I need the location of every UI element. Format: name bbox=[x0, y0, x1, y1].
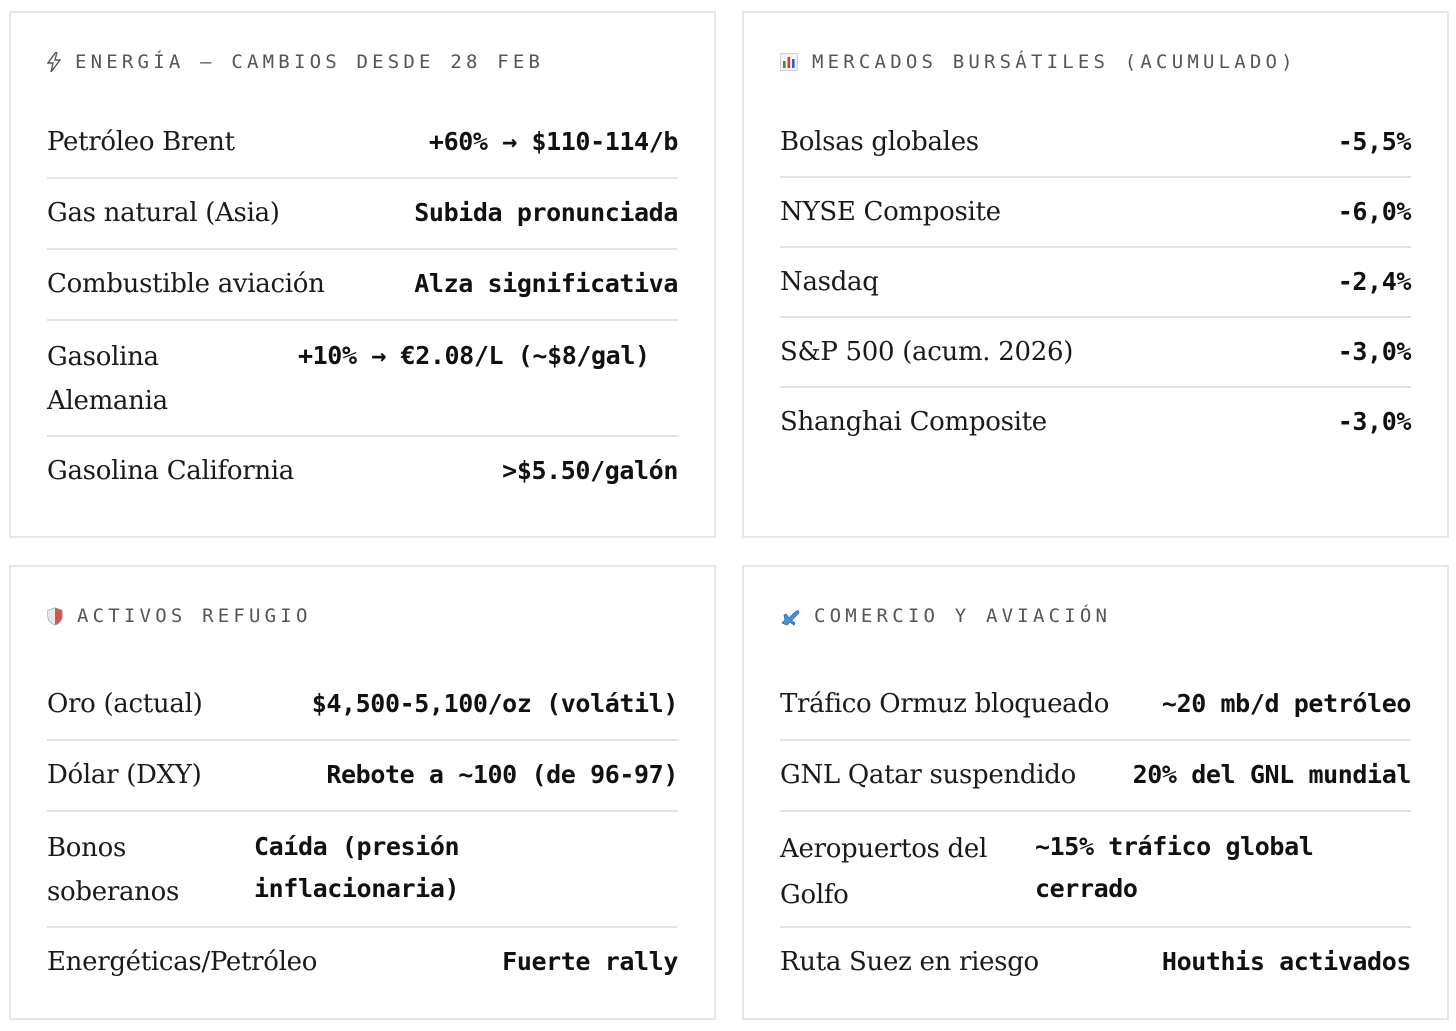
item-value: -2,4% bbox=[1337, 267, 1411, 296]
refuge-list bbox=[47, 670, 678, 999]
list-item bbox=[47, 670, 678, 741]
energy-list bbox=[47, 108, 678, 508]
list-item bbox=[780, 670, 1411, 741]
item-label: GNL Qatar suspendido bbox=[780, 760, 1076, 790]
trade-card-header bbox=[780, 605, 1111, 627]
item-value: +10% → €2.08/L (~$8/gal) bbox=[298, 341, 650, 370]
airplane-icon bbox=[780, 606, 800, 626]
item-label: Aeropuertos del Golfo bbox=[780, 834, 988, 910]
item-label: NYSE Composite bbox=[780, 197, 1001, 227]
markets-card-header bbox=[780, 51, 1297, 73]
list-item bbox=[780, 388, 1411, 458]
energy-card-header bbox=[47, 51, 544, 73]
item-label: Nasdaq bbox=[780, 267, 879, 297]
item-value: +60% → $110-114/b bbox=[428, 127, 678, 156]
markets-card bbox=[742, 11, 1449, 538]
item-value: Subida pronunciada bbox=[414, 198, 678, 227]
item-value: >$5.50/galón bbox=[502, 456, 678, 485]
item-label: Energéticas/Petróleo bbox=[47, 947, 318, 977]
markets-list bbox=[780, 108, 1411, 458]
trade-card-title: COMERCIO Y AVIACIÓN bbox=[814, 605, 1112, 627]
shield-icon bbox=[47, 607, 63, 626]
item-value: -6,0% bbox=[1337, 197, 1411, 226]
item-value: -5,5% bbox=[1337, 127, 1411, 156]
list-item bbox=[780, 178, 1411, 248]
list-item bbox=[47, 437, 678, 508]
item-value: Caída (presión inflacionaria) bbox=[254, 832, 460, 903]
item-value: -3,0% bbox=[1337, 337, 1411, 366]
energy-card-title: ENERGÍA — CAMBIOS DESDE 28 FEB bbox=[75, 51, 545, 73]
refuge-card-title: ACTIVOS REFUGIO bbox=[77, 605, 312, 627]
list-item bbox=[780, 108, 1411, 178]
list-item bbox=[47, 179, 678, 250]
list-item bbox=[780, 928, 1411, 999]
energy-card bbox=[9, 11, 716, 538]
list-item bbox=[780, 318, 1411, 388]
item-value: 20% del GNL mundial bbox=[1132, 760, 1411, 789]
list-item bbox=[47, 321, 678, 437]
item-value: $4,500-5,100/oz (volátil) bbox=[311, 689, 678, 718]
item-value: Rebote a ~100 (de 96-97) bbox=[326, 760, 678, 789]
list-item bbox=[47, 928, 678, 999]
item-value: Houthis activados bbox=[1161, 947, 1411, 976]
item-value: ~20 mb/d petróleo bbox=[1161, 689, 1411, 718]
item-value: Fuerte rally bbox=[502, 947, 678, 976]
list-item bbox=[780, 812, 1411, 928]
list-item bbox=[47, 812, 678, 928]
list-item bbox=[47, 741, 678, 812]
list-item bbox=[780, 248, 1411, 318]
refuge-card-header bbox=[47, 605, 312, 627]
item-label: Shanghai Composite bbox=[780, 407, 1047, 437]
item-label: Combustible aviación bbox=[47, 269, 325, 299]
trade-card bbox=[742, 565, 1449, 1020]
item-label: Bolsas globales bbox=[780, 127, 979, 157]
item-label: S&P 500 (acum. 2026) bbox=[780, 337, 1074, 367]
item-label: Tráfico Ormuz bloqueado bbox=[780, 689, 1110, 719]
list-item bbox=[780, 741, 1411, 812]
bar-chart-icon bbox=[780, 53, 798, 71]
item-value: -3,0% bbox=[1337, 407, 1411, 436]
item-label: Bonos soberanos bbox=[47, 833, 179, 907]
item-label: Petróleo Brent bbox=[47, 127, 235, 157]
list-item bbox=[47, 108, 678, 179]
list-item bbox=[47, 250, 678, 321]
item-label: Gas natural (Asia) bbox=[47, 198, 280, 228]
refuge-card bbox=[9, 565, 716, 1020]
item-label: Dólar (DXY) bbox=[47, 760, 202, 790]
item-label: Ruta Suez en riesgo bbox=[780, 947, 1039, 977]
item-label: Gasolina Alemania bbox=[47, 342, 168, 416]
lightning-icon bbox=[47, 52, 61, 72]
trade-list bbox=[780, 670, 1411, 999]
markets-card-title: MERCADOS BURSÁTILES (ACUMULADO) bbox=[812, 51, 1297, 73]
item-label: Gasolina California bbox=[47, 456, 295, 486]
item-value: Alza significativa bbox=[414, 269, 678, 298]
item-value: ~15% tráfico global cerrado bbox=[1035, 832, 1314, 903]
item-label: Oro (actual) bbox=[47, 689, 203, 719]
